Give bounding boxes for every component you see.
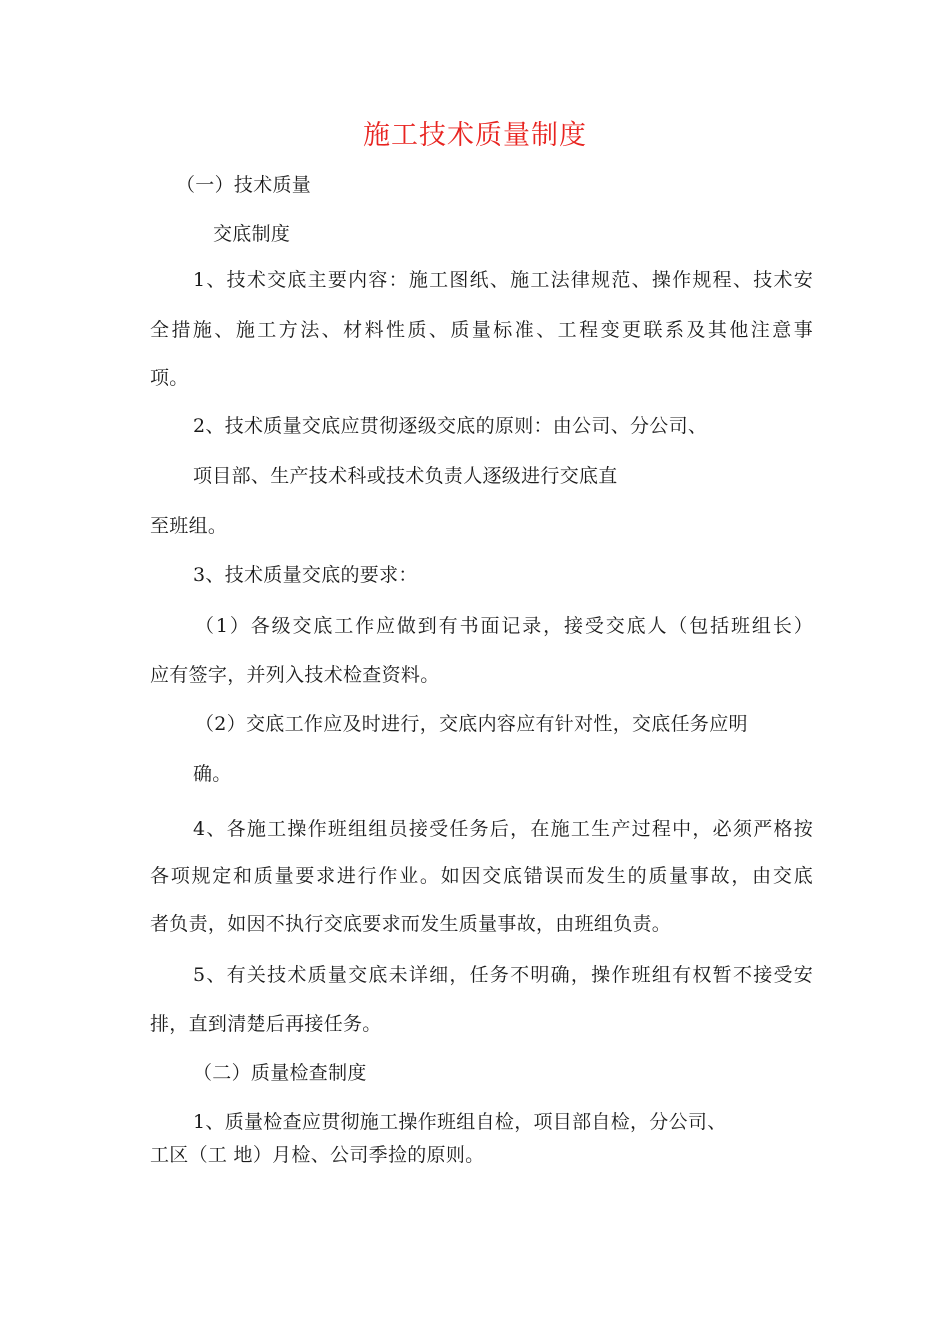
paragraph-3a-line-1: （1）各级交底工作应做到有书面记录，接受交底人（包括班组长） (195, 615, 813, 637)
paragraph-4-line-3: 者负责，如因不执行交底要求而发生质量事故，由班组负责。 (150, 913, 672, 935)
paragraph-1-line-2: 全措施、施工方法、材料性质、质量标准、工程变更联系及其他注意事 (150, 319, 813, 341)
paragraph-4-line-2: 各项规定和质量要求进行作业。如因交底错误而发生的质量事故，由交底 (150, 865, 813, 887)
paragraph-5-line-2: 排，直到清楚后再接任务。 (150, 1013, 382, 1035)
paragraph-4-line-1: 4、各施工操作班组组员接受任务后，在施工生产过程中，必须严格按 (193, 818, 813, 840)
section-heading-technical-quality: （一）技术质量 (176, 174, 312, 196)
paragraph-1-line-3: 项。 (150, 367, 189, 389)
paragraph-3a-line-2: 应有签字，并列入技术检查资料。 (150, 664, 440, 686)
paragraph-3b-line-2: 确。 (193, 763, 232, 785)
paragraph-6-line-1: 1、质量检查应贯彻施工操作班组自检，项目部自检，分公司、 (193, 1111, 727, 1133)
paragraph-2-line-2: 项目部、生产技术科或技术负责人逐级进行交底直 (193, 465, 618, 487)
subheading-disclosure-system: 交底制度 (213, 223, 291, 245)
document-title: 施工技术质量制度 (363, 120, 587, 151)
paragraph-3-line-1: 3、技术质量交底的要求： (193, 564, 418, 586)
paragraph-6-line-2: 工区（工 地）月检、公司季捡的原则。 (150, 1144, 485, 1166)
section-heading-quality-inspection: （二）质量检查制度 (193, 1062, 367, 1084)
paragraph-3b-line-1: （2）交底工作应及时进行，交底内容应有针对性，交底任务应明 (195, 713, 748, 735)
paragraph-1-line-1: 1、技术交底主要内容：施工图纸、施工法律规范、操作规程、技术安 (193, 269, 813, 291)
paragraph-2-line-1: 2、技术质量交底应贯彻逐级交底的原则：由公司、分公司、 (193, 415, 708, 437)
paragraph-5-line-1: 5、有关技术质量交底未详细，任务不明确，操作班组有权暂不接受安 (193, 964, 813, 986)
paragraph-2-line-3: 至班组。 (150, 515, 228, 537)
